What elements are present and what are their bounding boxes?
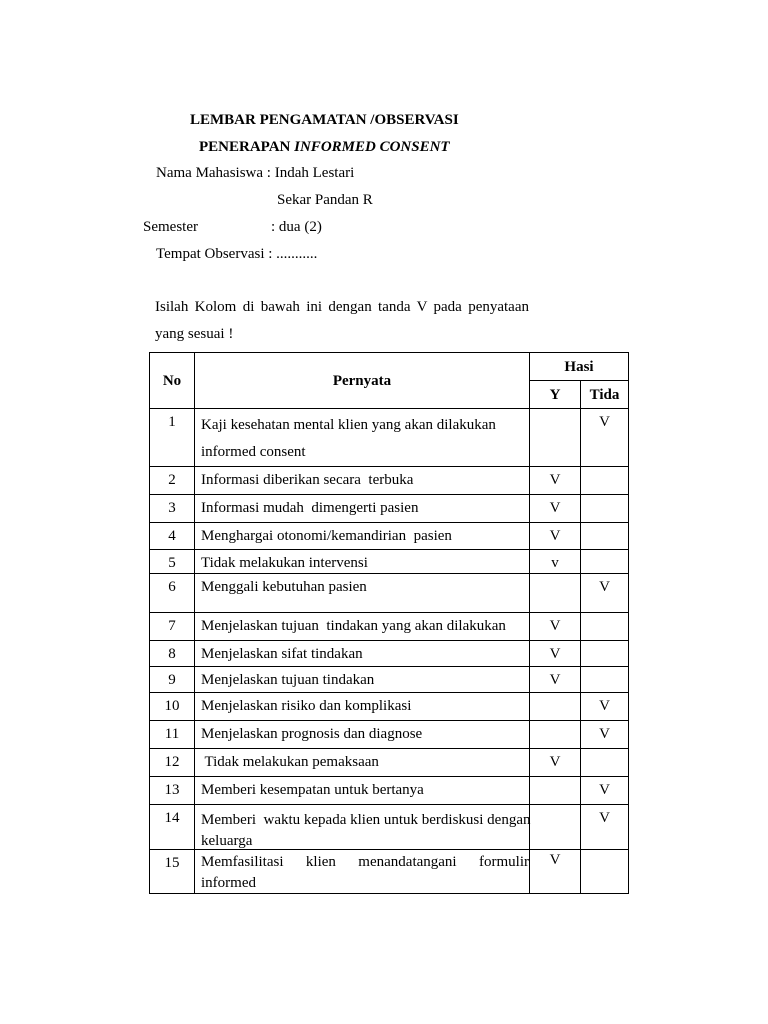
table-row xyxy=(150,850,629,894)
answer-y xyxy=(530,693,581,721)
row-statement xyxy=(195,693,530,721)
answer-y xyxy=(530,805,581,850)
row-number: 1 xyxy=(150,409,195,467)
statement-line-1: Memberi kesempatan untuk bertanya xyxy=(201,782,424,798)
row-statement xyxy=(195,721,530,749)
answer-tidak: V xyxy=(581,805,629,850)
instruction-line-1: Isilah Kolom di bawah ini dengan tanda V pada penyataan xyxy=(155,299,529,315)
statement-line-1: Menjelaskan tujuan tindakan xyxy=(201,672,375,688)
row-statement xyxy=(195,805,530,850)
answer-y: V xyxy=(530,749,581,777)
answer-tidak xyxy=(581,850,629,894)
answer-y xyxy=(530,721,581,749)
row-statement xyxy=(195,495,530,523)
row-statement xyxy=(195,523,530,550)
answer-y: V xyxy=(530,641,581,667)
row-number: 13 xyxy=(150,777,195,805)
tempat-observasi: Tempat Observasi : ........... xyxy=(156,246,318,262)
nama-mahasiswa: Nama Mahasiswa : Indah Lestari xyxy=(156,165,355,181)
statement-line-1: Memberi waktu kepada klien untuk berdiskusi dengan xyxy=(201,812,531,828)
table-row xyxy=(150,805,629,850)
row-number: 15 xyxy=(150,850,195,894)
answer-y: V xyxy=(530,467,581,495)
table-row xyxy=(150,467,629,495)
answer-tidak: V xyxy=(581,693,629,721)
table-row xyxy=(150,777,629,805)
statement-line-1: Informasi diberikan secara terbuka xyxy=(201,472,414,488)
statement-line-2: informed xyxy=(201,875,256,891)
answer-tidak xyxy=(581,667,629,693)
table-row xyxy=(150,721,629,749)
row-statement xyxy=(195,641,530,667)
statement-line-1: Menjelaskan prognosis dan diagnose xyxy=(201,726,423,742)
row-statement xyxy=(195,409,530,467)
answer-tidak xyxy=(581,523,629,550)
row-number: 4 xyxy=(150,523,195,550)
header-y: Y xyxy=(530,381,581,409)
semester-label: Semester xyxy=(143,219,198,235)
instruction-line-2: yang sesuai ! xyxy=(155,326,234,342)
answer-tidak: V xyxy=(581,777,629,805)
semester-value: : dua (2) xyxy=(271,219,322,235)
row-statement xyxy=(195,574,530,613)
table-row xyxy=(150,550,629,574)
statement-line-1: Tidak melakukan pemaksaan xyxy=(201,754,379,770)
answer-tidak xyxy=(581,495,629,523)
answer-y: V xyxy=(530,495,581,523)
answer-y xyxy=(530,574,581,613)
answer-y: V xyxy=(530,667,581,693)
answer-y: V xyxy=(530,523,581,550)
table-row xyxy=(150,749,629,777)
row-statement xyxy=(195,749,530,777)
row-number: 7 xyxy=(150,613,195,641)
table-row xyxy=(150,495,629,523)
row-statement xyxy=(195,613,530,641)
title-italic: INFORMED CONSENT xyxy=(294,139,450,155)
row-number: 12 xyxy=(150,749,195,777)
nama-mahasiswa-2: Sekar Pandan R xyxy=(277,192,373,208)
row-statement xyxy=(195,467,530,495)
row-number: 9 xyxy=(150,667,195,693)
answer-tidak xyxy=(581,613,629,641)
header-pernyata: Pernyata xyxy=(195,353,530,409)
row-number: 8 xyxy=(150,641,195,667)
observation-table xyxy=(149,352,629,894)
answer-tidak xyxy=(581,467,629,495)
table-row xyxy=(150,409,629,467)
answer-tidak: V xyxy=(581,409,629,467)
row-statement xyxy=(195,777,530,805)
row-number: 3 xyxy=(150,495,195,523)
answer-y xyxy=(530,409,581,467)
answer-tidak xyxy=(581,749,629,777)
statement-line-2: keluarga xyxy=(201,833,253,849)
statement-line-1: Informasi mudah dimengerti pasien xyxy=(201,500,419,516)
statement-line-1: Kaji kesehatan mental klien yang akan dilakukan xyxy=(201,417,496,433)
table-row xyxy=(150,693,629,721)
row-number: 11 xyxy=(150,721,195,749)
title-line-2 xyxy=(199,139,450,156)
answer-y xyxy=(530,777,581,805)
row-number: 2 xyxy=(150,467,195,495)
row-statement xyxy=(195,550,530,574)
row-number: 6 xyxy=(150,574,195,613)
row-number: 10 xyxy=(150,693,195,721)
row-statement xyxy=(195,850,530,894)
title-line-1: LEMBAR PENGAMATAN /OBSERVASI xyxy=(190,112,459,128)
statement-line-1: Menjelaskan risiko dan komplikasi xyxy=(201,698,412,714)
statement-line-1: Menghargai otonomi/kemandirian pasien xyxy=(201,528,452,544)
table-row xyxy=(150,641,629,667)
answer-tidak: V xyxy=(581,574,629,613)
header-hasil: Hasi xyxy=(530,353,629,381)
header-no: No xyxy=(150,353,195,409)
statement-line-1: Menjelaskan tujuan tindakan yang akan dilakukan xyxy=(201,618,506,634)
answer-y: V xyxy=(530,850,581,894)
statement-line-1: Tidak melakukan intervensi xyxy=(201,555,368,571)
statement-line-1: Menggali kebutuhan pasien xyxy=(201,579,367,595)
answer-tidak: V xyxy=(581,721,629,749)
table-row xyxy=(150,613,629,641)
statement-line-2: informed consent xyxy=(201,444,306,460)
title-prefix: PENERAPAN xyxy=(199,139,295,155)
table-row xyxy=(150,667,629,693)
table-row xyxy=(150,523,629,550)
row-statement xyxy=(195,667,530,693)
table-row xyxy=(150,574,629,613)
row-number: 5 xyxy=(150,550,195,574)
header-tidak: Tida xyxy=(581,381,629,409)
answer-tidak xyxy=(581,641,629,667)
statement-line-1: Memfasilitasi klien menandatangani formulir xyxy=(201,854,529,870)
row-number: 14 xyxy=(150,805,195,850)
statement-line-1: Menjelaskan sifat tindakan xyxy=(201,646,363,662)
answer-y: V xyxy=(530,613,581,641)
answer-y: v xyxy=(530,550,581,574)
answer-tidak xyxy=(581,550,629,574)
